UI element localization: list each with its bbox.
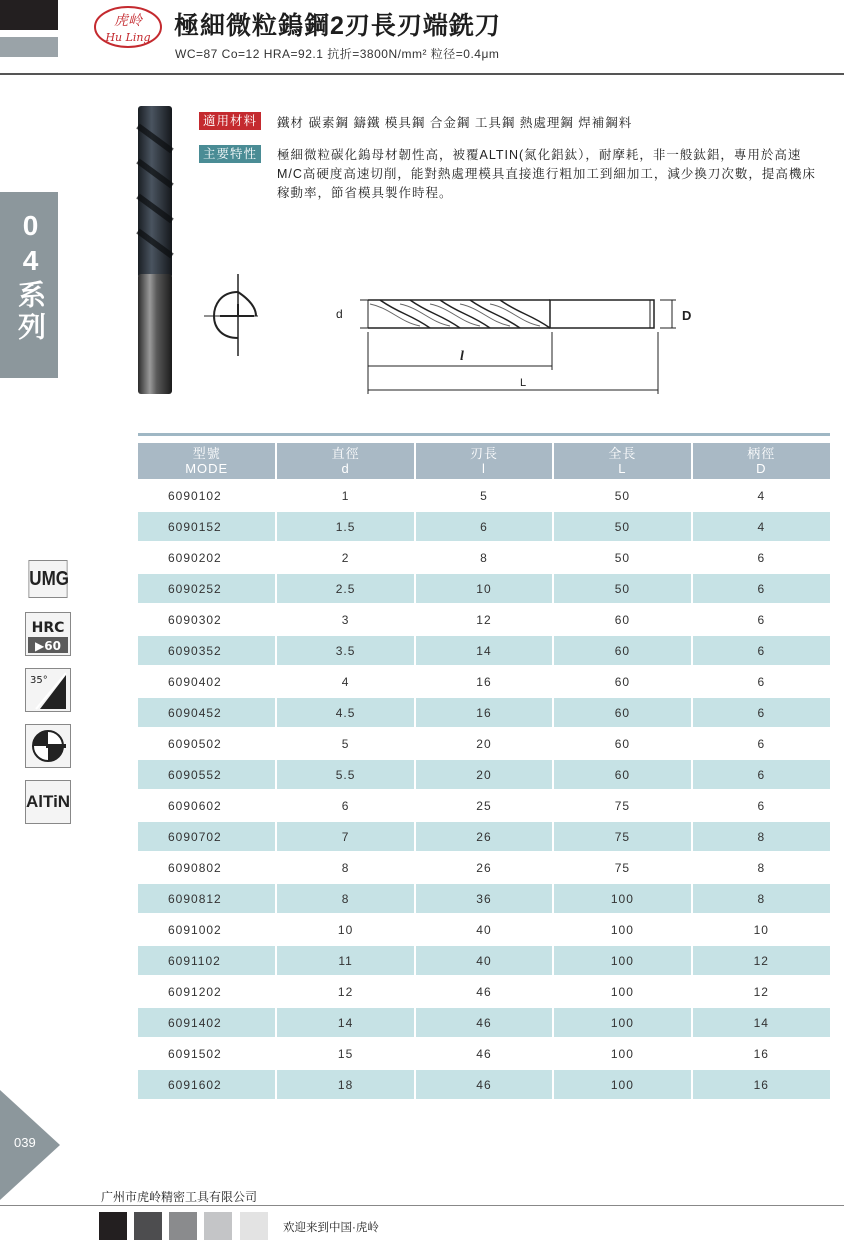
color-swatch [134,1212,162,1240]
table-row [138,759,830,790]
logo-cn-text: 虎岭 [114,13,142,29]
table-cell: 100 [553,976,691,1007]
table-cell: 6091002 [138,914,276,945]
column-header-en: d [341,461,350,476]
table-cell: 5 [276,728,414,759]
table-cell: 60 [553,759,691,790]
table-row [138,604,830,635]
two-flute-icon [25,724,71,768]
column-header [138,443,276,480]
features-text: 極細微粒碳化鎢母材韌性高，被覆ALTIN(氮化鋁鈦），耐摩耗，非一般鈦鋁，專用於高速M/C高硬度高速切削，能對熱處理模具直接進行粗加工到細加工，減少換刀次數，提高機床稼動率，節省模具製作時程。 [277,148,816,200]
table-cell: 50 [553,511,691,542]
table-row [138,666,830,697]
material-spec: WC=87 Co=12 HRA=92.1 抗折=3800N/mm² 粒径=0.4μm [175,47,500,61]
table-cell: 100 [553,914,691,945]
umg-icon: UMG [28,560,67,598]
table-row [138,480,830,511]
color-swatch [169,1212,197,1240]
table-cell: 36 [415,883,553,914]
table-row [138,883,830,914]
table-row [138,1007,830,1038]
column-header-cn: 全長 [608,446,637,461]
table-cell: 12 [415,604,553,635]
table-row [138,852,830,883]
table-cell: 26 [415,821,553,852]
materials-tag: 適用材料 [199,112,261,130]
table-cell: 60 [553,697,691,728]
table-cell: 4.5 [276,697,414,728]
table-cell: 6 [692,666,830,697]
table-cell: 60 [553,728,691,759]
dimension-diagram [320,286,710,404]
helix-angle-icon [25,668,71,712]
hrc-icon [25,612,71,656]
table-row [138,821,830,852]
color-swatch [240,1212,268,1240]
table-cell: 6090402 [138,666,276,697]
column-header-cn: 柄徑 [747,446,776,461]
table-row [138,945,830,976]
table-cell: 20 [415,728,553,759]
table-cell: 2.5 [276,573,414,604]
table-cell: 8 [692,821,830,852]
table-cell: 46 [415,976,553,1007]
materials-text: 鐵材 碳素鋼 鑄鐵 模具鋼 合金鋼 工具鋼 熱處理鋼 焊補鋼料 [277,116,633,130]
corner-block-grey [0,37,58,57]
table-cell: 8 [415,542,553,573]
table-cell: 14 [415,635,553,666]
table-cell: 6090812 [138,883,276,914]
table-row [138,697,830,728]
column-header-cn: 刃長 [469,446,498,461]
spec-table [138,443,830,1099]
table-cell: 50 [553,542,691,573]
table-cell: 5 [415,480,553,511]
table-cell: 100 [553,945,691,976]
table-cell: 4 [692,511,830,542]
label-l: l [460,349,464,364]
table-cell: 6 [692,728,830,759]
column-header-cn: 型號 [192,446,221,461]
table-cell: 8 [276,883,414,914]
table-cell: 3.5 [276,635,414,666]
table-cell: 6090202 [138,542,276,573]
table-cell: 6090602 [138,790,276,821]
footer-divider [0,1205,844,1206]
table-row [138,790,830,821]
table-row [138,976,830,1007]
table-cell: 100 [553,883,691,914]
table-cell: 46 [415,1038,553,1069]
table-cell: 75 [553,790,691,821]
table-row [138,573,830,604]
table-cell: 4 [692,480,830,511]
features-tag: 主要特性 [199,145,261,163]
table-cell: 6090302 [138,604,276,635]
table-cell: 7 [276,821,414,852]
series-label-text: 04系列 [15,210,46,344]
table-cell: 14 [276,1007,414,1038]
welcome-text: 欢迎来到中国·虎岭 [283,1222,379,1234]
table-cell: 6090152 [138,511,276,542]
table-cell: 20 [415,759,553,790]
table-cell: 16 [692,1069,830,1099]
table-cell: 60 [553,604,691,635]
table-cell: 6 [692,542,830,573]
table-cell: 3 [276,604,414,635]
table-cell: 6091202 [138,976,276,1007]
table-cell: 100 [553,1069,691,1099]
table-cell: 46 [415,1069,553,1099]
table-cell: 6091602 [138,1069,276,1099]
table-cell: 6 [692,790,830,821]
column-header-cn: 直徑 [331,446,360,461]
column-header [276,443,414,480]
column-header [692,443,830,480]
table-cell: 1 [276,480,414,511]
table-cell: 6090252 [138,573,276,604]
column-header [553,443,691,480]
label-d: d [336,307,343,321]
table-cell: 6 [692,573,830,604]
hrc-icon-label: HRC [31,620,65,636]
column-header-en: L [618,461,627,476]
table-cell: 6090552 [138,759,276,790]
table-cell: 100 [553,1007,691,1038]
table-cell: 11 [276,945,414,976]
table-top-rule [138,433,830,436]
table-cell: 60 [553,666,691,697]
table-cell: 8 [692,852,830,883]
column-header-en: D [756,461,767,476]
table-cell: 100 [553,1038,691,1069]
table-cell: 25 [415,790,553,821]
table-cell: 6 [276,790,414,821]
table-cell: 75 [553,852,691,883]
helix-angle-value: 35° [30,675,48,686]
table-cell: 10 [415,573,553,604]
table-row [138,1069,830,1099]
color-swatch [204,1212,232,1240]
table-cell: 16 [415,666,553,697]
page-number: 039 [14,1135,36,1150]
column-header-en: MODE [185,461,229,476]
table-cell: 6091102 [138,945,276,976]
table-cell: 6 [692,697,830,728]
table-cell: 75 [553,821,691,852]
table-cell: 18 [276,1069,414,1099]
table-row [138,1038,830,1069]
table-row [138,914,830,945]
page-title: 極細微粒鎢鋼2刃長刃端銑刀 [174,12,501,40]
cross-section-diagram [200,272,262,358]
column-header [415,443,553,480]
table-cell: 6090802 [138,852,276,883]
table-cell: 15 [276,1038,414,1069]
table-row [138,511,830,542]
table-cell: 8 [692,883,830,914]
table-cell: 6 [692,635,830,666]
table-cell: 6090702 [138,821,276,852]
table-cell: 8 [276,852,414,883]
table-cell: 10 [276,914,414,945]
table-cell: 6 [692,604,830,635]
table-cell: 2 [276,542,414,573]
table-cell: 40 [415,914,553,945]
label-D: D [682,308,692,323]
corner-block-dark [0,0,58,30]
table-cell: 46 [415,1007,553,1038]
table-cell: 12 [692,976,830,1007]
table-cell: 6090352 [138,635,276,666]
altin-coating-icon: AlTiN [25,780,71,824]
color-swatch [99,1212,127,1240]
logo-en-text: Hu Ling [105,31,151,44]
table-cell: 16 [415,697,553,728]
table-cell: 12 [692,945,830,976]
table-header-row [138,443,830,480]
table-cell: 6090102 [138,480,276,511]
end-mill-photo [132,106,180,396]
table-cell: 6 [692,759,830,790]
company-name: 广州市虎岭精密工具有限公司 [101,1190,258,1204]
table-cell: 6090502 [138,728,276,759]
table-cell: 60 [553,635,691,666]
table-cell: 50 [553,573,691,604]
column-header-en: l [482,461,486,476]
table-cell: 6091402 [138,1007,276,1038]
table-cell: 14 [692,1007,830,1038]
table-cell: 6 [415,511,553,542]
series-label [10,210,50,344]
table-cell: 50 [553,480,691,511]
header-divider [0,73,844,75]
table-cell: 16 [692,1038,830,1069]
table-row [138,728,830,759]
table-cell: 4 [276,666,414,697]
hrc-icon-value: ▶60 [35,639,61,653]
table-body [138,480,830,1099]
table-cell: 26 [415,852,553,883]
label-L: L [520,377,527,389]
table-cell: 12 [276,976,414,1007]
table-cell: 1.5 [276,511,414,542]
table-cell: 10 [692,914,830,945]
table-cell: 6091502 [138,1038,276,1069]
table-cell: 5.5 [276,759,414,790]
table-cell: 40 [415,945,553,976]
table-cell: 6090452 [138,697,276,728]
brand-logo [93,4,163,50]
table-row [138,635,830,666]
table-row [138,542,830,573]
